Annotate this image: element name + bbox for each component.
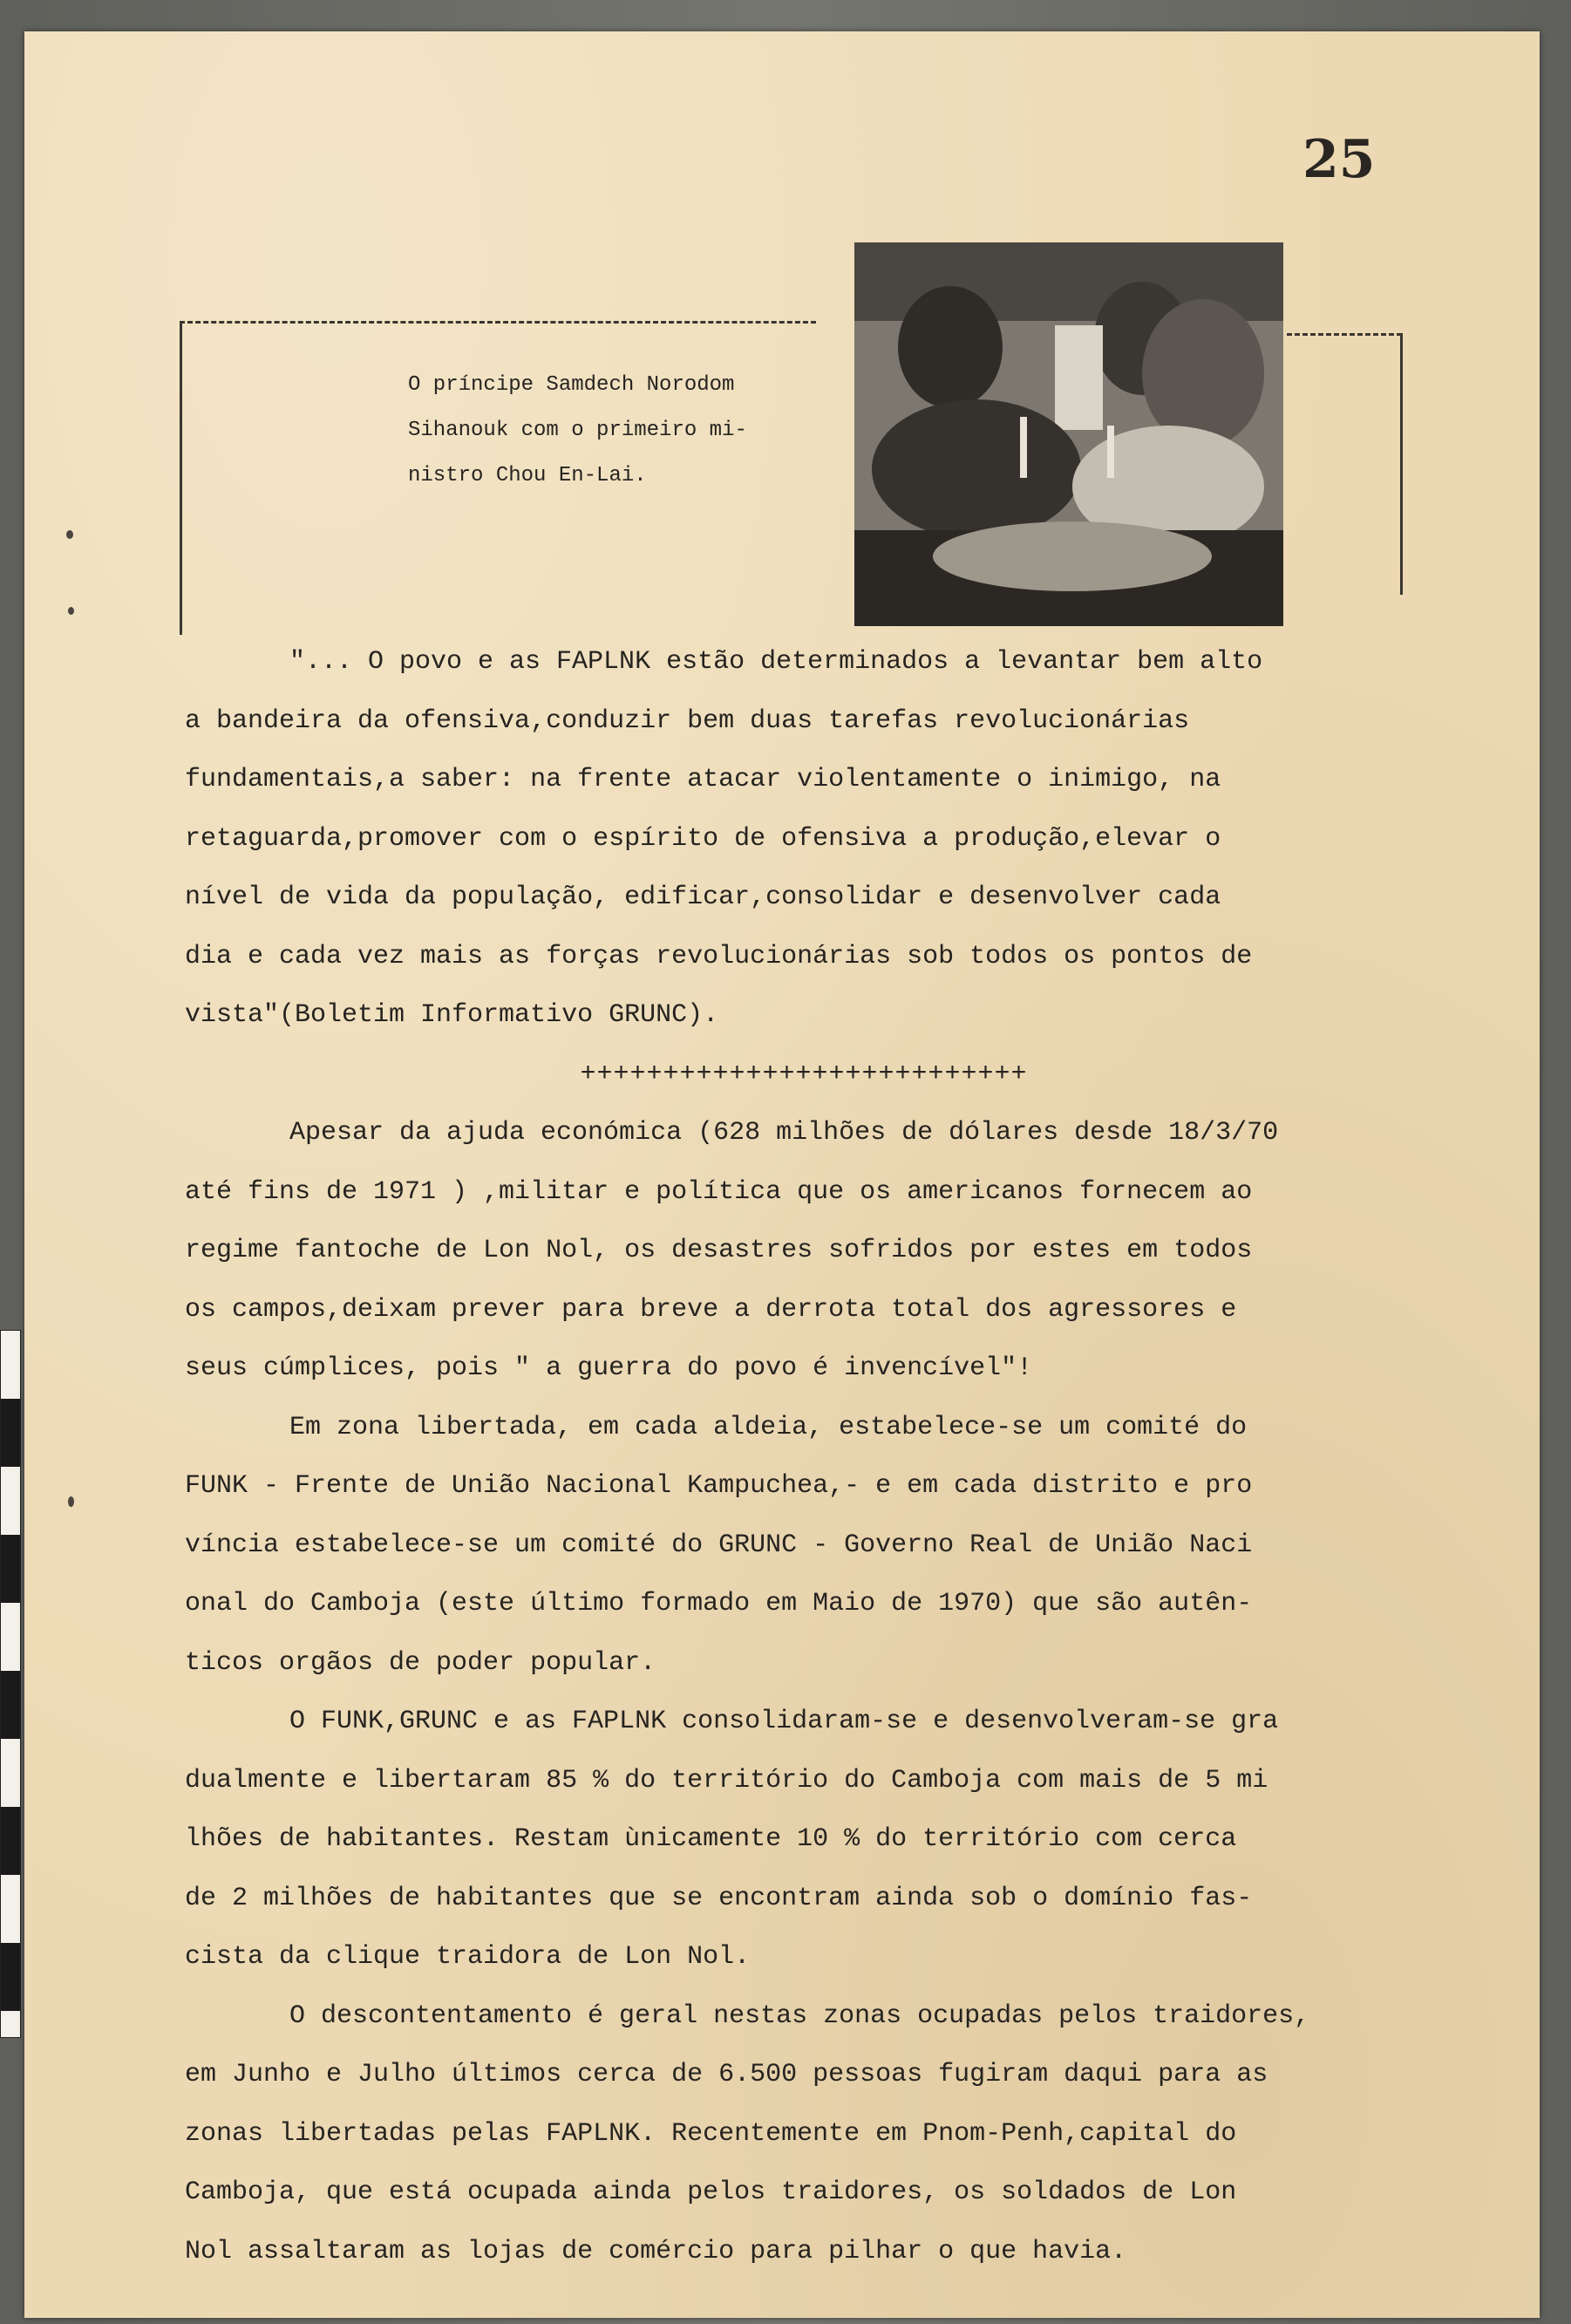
text-line: Em zona libertada, em cada aldeia, estabelece-se um comité do bbox=[289, 1412, 1248, 1442]
photo-sihanouk-chou-en-lai bbox=[854, 242, 1283, 626]
paragraph-territory bbox=[185, 1693, 1423, 1987]
text-line: lhões de habitantes. Restam ùnicamente 10 % do território com cerca bbox=[185, 1824, 1237, 1854]
text-line: fundamentais,a saber: na frente atacar violentamente o inimigo, na bbox=[185, 765, 1221, 794]
text-line: ticos orgãos de poder popular. bbox=[185, 1647, 656, 1678]
caption-frame-top-right-line bbox=[1287, 333, 1402, 338]
text-line: vista"(Boletim Informativo GRUNC). bbox=[185, 1000, 719, 1030]
text-line: a bandeira da ofensiva,conduzir bem duas tarefas revolucionárias bbox=[185, 705, 1190, 736]
text-line: de 2 milhões de habitantes que se encontram ainda sob o domínio fas- bbox=[185, 1883, 1253, 1913]
text-line: Camboja, que está ocupada ainda pelos traidores, os soldados de Lon bbox=[185, 2177, 1237, 2207]
text-line: "... O povo e as FAPLNK estão determinados a levantar bem alto bbox=[289, 647, 1263, 677]
page-number: 25 bbox=[1302, 129, 1376, 190]
paragraph-quote bbox=[185, 633, 1423, 1046]
caption-frame-right-line bbox=[1400, 333, 1405, 595]
section-separator: +++++++++++++++++++++++++++ bbox=[580, 1059, 1028, 1089]
text-line: dualmente e libertaram 85 % do território do Camboja com mais de 5 mi bbox=[185, 1765, 1268, 1796]
text-line: retaguarda,promover com o espírito de ofensiva a produção,elevar o bbox=[185, 823, 1221, 854]
paragraph-discontent bbox=[185, 1987, 1423, 2282]
text-line: víncia estabelece-se um comité do GRUNC - Governo Real de União Naci bbox=[185, 1530, 1253, 1560]
document-page bbox=[24, 31, 1540, 2318]
text-line: O descontentamento é geral nestas zonas ocupadas pelos traidores, bbox=[289, 2000, 1310, 2031]
article-body bbox=[185, 633, 1423, 2281]
text-line: em Junho e Julho últimos cerca de 6.500 pessoas fugiram daqui para as bbox=[185, 2060, 1268, 2089]
photo-graphic bbox=[854, 242, 1283, 626]
text-line: regime fantoche de Lon Nol, os desastres sofridos por estes em todos bbox=[185, 1236, 1253, 1265]
text-line: os campos,deixam prever para breve a derrota total dos agressores e bbox=[185, 1294, 1237, 1325]
text-line: nível de vida da população, edificar,consolidar e desenvolver cada bbox=[185, 883, 1221, 912]
caption-frame-top-line bbox=[180, 321, 816, 326]
punch-mark bbox=[66, 530, 73, 539]
text-line: O FUNK,GRUNC e as FAPLNK consolidaram-se e desenvolveram-se gra bbox=[289, 1707, 1279, 1736]
scale-ruler bbox=[0, 1330, 21, 2038]
text-line: zonas libertadas pelas FAPLNK. Recentemente em Pnom-Penh,capital do bbox=[185, 2118, 1237, 2149]
punch-mark bbox=[68, 607, 74, 615]
caption-frame-left-line bbox=[180, 321, 185, 635]
text-line: Nol assaltaram as lojas de comércio para pilhar o que havia. bbox=[185, 2236, 1127, 2266]
text-line: onal do Camboja (este último formado em Maio de 1970) que são autên- bbox=[185, 1589, 1253, 1619]
text-line: seus cúmplices, pois " a guerra do povo é invencível"! bbox=[185, 1353, 1033, 1383]
punch-mark bbox=[68, 1496, 74, 1507]
text-line: dia e cada vez mais as forças revolucionárias sob todos os pontos de bbox=[185, 941, 1253, 971]
text-line: cista da clique traidora de Lon Nol. bbox=[185, 1942, 751, 1972]
text-line: até fins de 1971 ) ,militar e política que os americanos fornecem ao bbox=[185, 1176, 1253, 1207]
text-line: Apesar da ajuda económica (628 milhões de dólares desde 18/3/70 bbox=[289, 1118, 1279, 1148]
caption-line: O príncipe Samdech Norodom bbox=[408, 373, 735, 397]
paragraph-liberated-zone bbox=[185, 1399, 1423, 1694]
photo-caption bbox=[408, 363, 861, 499]
caption-line: Sihanouk com o primeiro mi- bbox=[408, 419, 747, 442]
text-line: FUNK - Frente de União Nacional Kampuchea,- e em cada distrito e pro bbox=[185, 1471, 1253, 1501]
paragraph-aid bbox=[185, 1104, 1423, 1399]
caption-line: nistro Chou En-Lai. bbox=[408, 464, 647, 487]
